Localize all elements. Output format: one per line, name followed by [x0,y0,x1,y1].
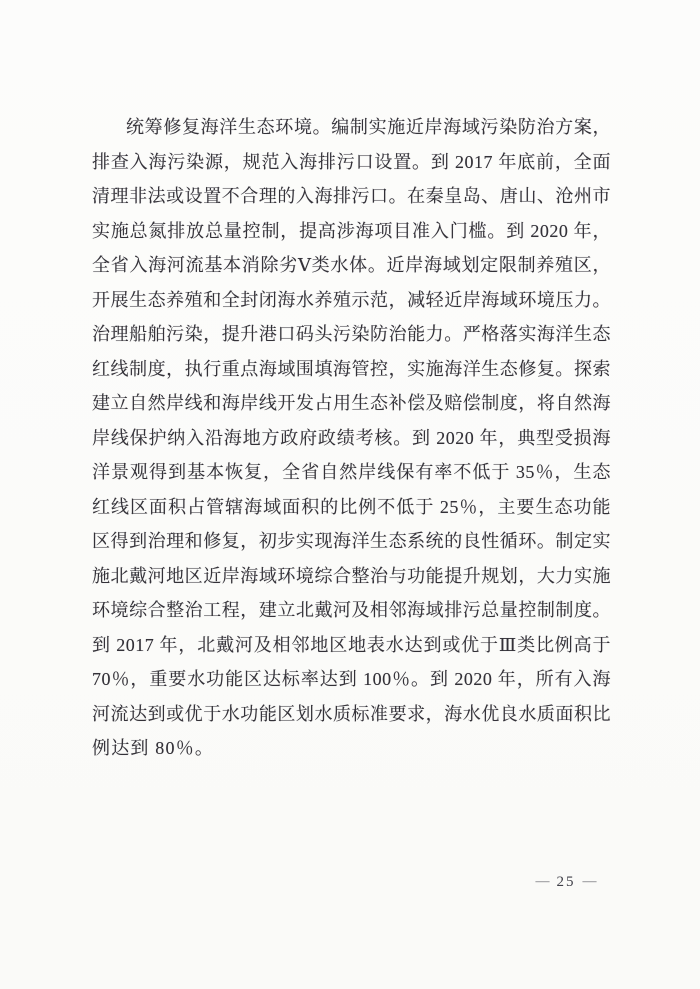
text-line: 清理非法或设置不合理的入海排污口。在秦皇岛、唐山、沧州市 [92,186,611,206]
text-line: 排查入海污染源，规范入海排污口设置。到 2017 年底前，全面 [92,151,611,172]
text-line: 例达到 80％。 [92,738,215,758]
text-line: 统筹修复海洋生态环境。编制实施近岸海域污染防治方案， [126,117,611,137]
body-text-paragraph [92,110,611,766]
text-line: 全省入海河流基本消除劣Ⅴ类水体。近岸海域划定限制养殖区， [92,255,611,275]
text-line: 红线制度，执行重点海域围填海管控，实施海洋生态修复。探索 [92,358,611,379]
text-line: 区得到治理和修复，初步实现海洋生态系统的良性循环。制定实 [92,531,611,551]
text-line: 到 2017 年，北戴河及相邻地区地表水达到或优于Ⅲ类比例高于 [92,634,611,655]
text-line: 环境综合整治工程，建立北戴河及相邻海域排污总量控制制度。 [92,600,611,620]
text-line: 红线区面积占管辖海域面积的比例不低于 25％，主要生态功能 [92,496,611,517]
footer-dash-right: — [582,874,597,889]
text-line: 70％，重要水功能区达标率达到 100％。到 2020 年，所有入海 [92,669,611,689]
text-line: 实施总氮排放总量控制，提高涉海项目准入门槛。到 2020 年， [92,220,611,241]
text-line: 洋景观得到基本恢复，全省自然岸线保有率不低于 35％，生态 [92,462,611,482]
text-line: 河流达到或优于水功能区划水质标准要求，海水优良水质面积比 [92,703,611,724]
text-line: 治理船舶污染，提升港口码头污染防治能力。严格落实海洋生态 [92,324,611,344]
text-line: 岸线保护纳入沿海地方政府政绩考核。到 2020 年，典型受损海 [92,427,611,448]
footer-dash-left: — [535,874,550,889]
page-footer [516,872,616,893]
text-line: 建立自然岸线和海岸线开发占用生态补偿及赔偿制度，将自然海 [92,393,611,413]
page-number: 25 [556,874,576,890]
text-line: 开展生态养殖和全封闭海水养殖示范，减轻近岸海域环境压力。 [92,289,611,310]
text-line: 施北戴河地区近岸海域环境综合整治与功能提升规划，大力实施 [92,565,611,586]
